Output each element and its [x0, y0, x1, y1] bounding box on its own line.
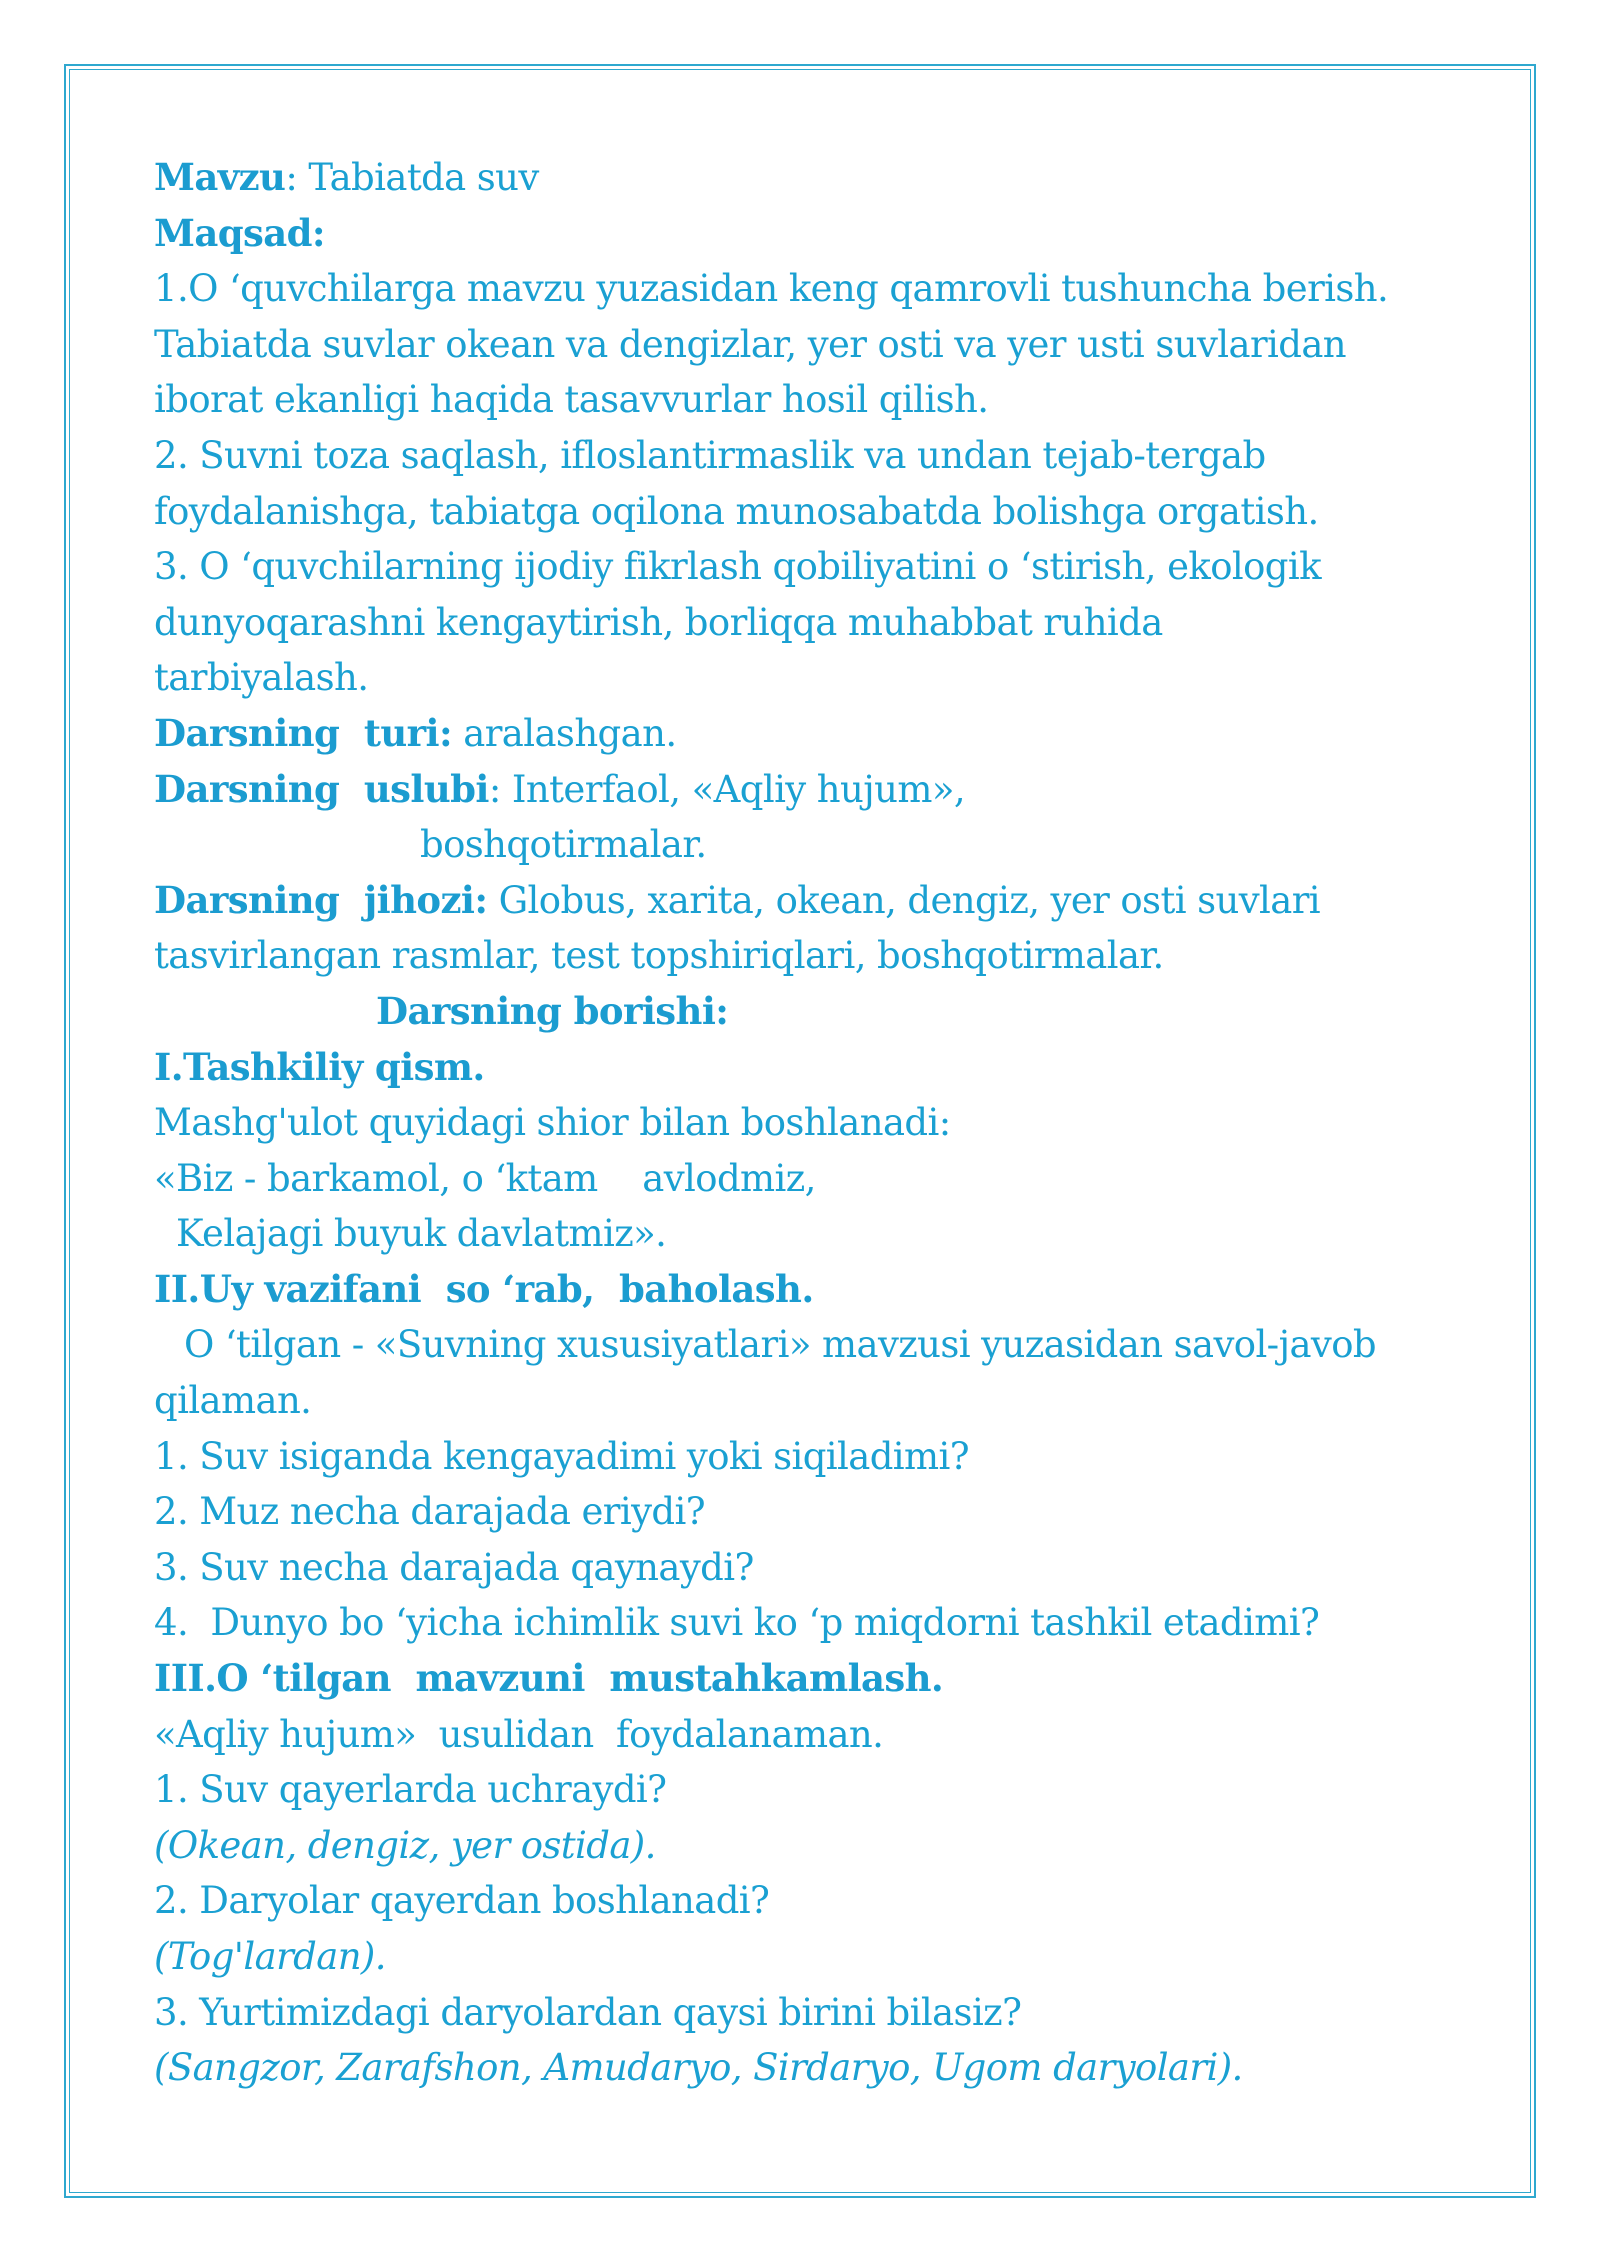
- section2-intro-cont: qilaman.: [154, 1379, 312, 1423]
- goal-line: dunyoqarashni kengaytirish, borliqqa muhabbat ruhida: [154, 600, 1163, 644]
- lesson-method-cont: boshqotirmalar.: [420, 823, 707, 867]
- topic-label: Mavzu: [154, 155, 286, 199]
- question-item: 3. Suv necha darajada qaynaydi?: [154, 1545, 754, 1589]
- motto-line: Kelajagi buyuk davlatmiz».: [176, 1212, 667, 1256]
- section3-title: III.O ‘tilgan mavzuni mustahkamlash.: [154, 1656, 944, 1701]
- lesson-type-line: [154, 706, 1494, 762]
- answer-item: (Sangzor, Zarafshon, Amudaryo, Sirdaryo, Ugom daryolari).: [154, 2046, 1243, 2090]
- goal-label: Maqsad:: [154, 210, 325, 255]
- lesson-plan: [154, 150, 1494, 2096]
- goal-line: 1.O ‘quvchilarga mavzu yuzasidan keng qamrovli tushuncha berish.: [154, 267, 1389, 311]
- lesson-type-label: Darsning turi:: [154, 710, 453, 755]
- goal-line: Tabiatda suvlar okean va dengizlar, yer osti va yer usti suvlaridan: [154, 322, 1347, 366]
- answer-item: (Okean, dengiz, yer ostida).: [154, 1823, 656, 1867]
- question-item: 2. Muz necha darajada eriydi?: [154, 1490, 705, 1534]
- lesson-equipment-line: [154, 873, 1494, 929]
- goal-line: foydalanishga, tabiatga oqilona munosabatda bolishga orgatish.: [154, 489, 1319, 533]
- question-item: 1. Suv qayerlarda uchraydi?: [154, 1768, 667, 1812]
- question-item: 3. Yurtimizdagi daryolardan qaysi birini bilasiz?: [154, 1990, 1022, 2034]
- question-item: 2. Daryolar qayerdan boshlanadi?: [154, 1879, 770, 1923]
- lesson-method-label: Darsning uslubi: [154, 766, 489, 811]
- answer-item: (Tog'lardan).: [154, 1935, 386, 1978]
- topic-value: Tabiatda suv: [308, 156, 539, 199]
- goal-line: tarbiyalash.: [154, 656, 369, 700]
- section1-title: I.Tashkiliy qism.: [154, 1044, 485, 1089]
- section3-intro: «Aqliy hujum» usulidan foydalanaman.: [154, 1712, 884, 1756]
- section2-intro: O ‘tilgan - «Suvning xususiyatlari» mavzusi yuzasidan savol-javob: [184, 1323, 1376, 1367]
- goal-line: 3. O ‘quvchilarning ijodiy fikrlash qobiliyatini o ‘stirish, ekologik: [154, 545, 1321, 589]
- section2-title: II.Uy vazifani so ‘rab, baholash.: [154, 1266, 814, 1311]
- question-item: 4. Dunyo bo ‘yicha ichimlik suvi ko ‘p miqdorni tashkil etadimi?: [154, 1601, 1320, 1645]
- lesson-progress-title: Darsning borishi:: [376, 988, 729, 1033]
- lesson-method-line: [154, 762, 1494, 818]
- lesson-equipment-value: Globus, xarita, okean, dengiz, yer osti suvlari: [487, 878, 1321, 922]
- goal-line: 2. Suvni toza saqlash, ifloslantirmaslik va undan tejab-tergab: [154, 433, 1266, 477]
- section1-line: Mashg'ulot quyidagi shior bilan boshlanadi:: [154, 1101, 951, 1145]
- lesson-equipment-label: Darsning jihozi:: [154, 877, 488, 922]
- topic-colon: :: [285, 156, 309, 199]
- topic-line: [154, 150, 1494, 206]
- lesson-type-value: aralashgan.: [452, 711, 677, 755]
- lesson-equipment-cont: tasvirlangan rasmlar, test topshiriqlari, boshqotirmalar.: [154, 934, 1164, 978]
- question-item: 1. Suv isiganda kengayadimi yoki siqiladimi?: [154, 1434, 969, 1478]
- lesson-method-value: : Interfaol, «Aqliy hujum»,: [488, 767, 966, 811]
- goal-line: iborat ekanligi haqida tasavvurlar hosil qilish.: [154, 378, 989, 422]
- motto-line: «Biz - barkamol, o ‘ktam avlodmiz,: [154, 1156, 816, 1200]
